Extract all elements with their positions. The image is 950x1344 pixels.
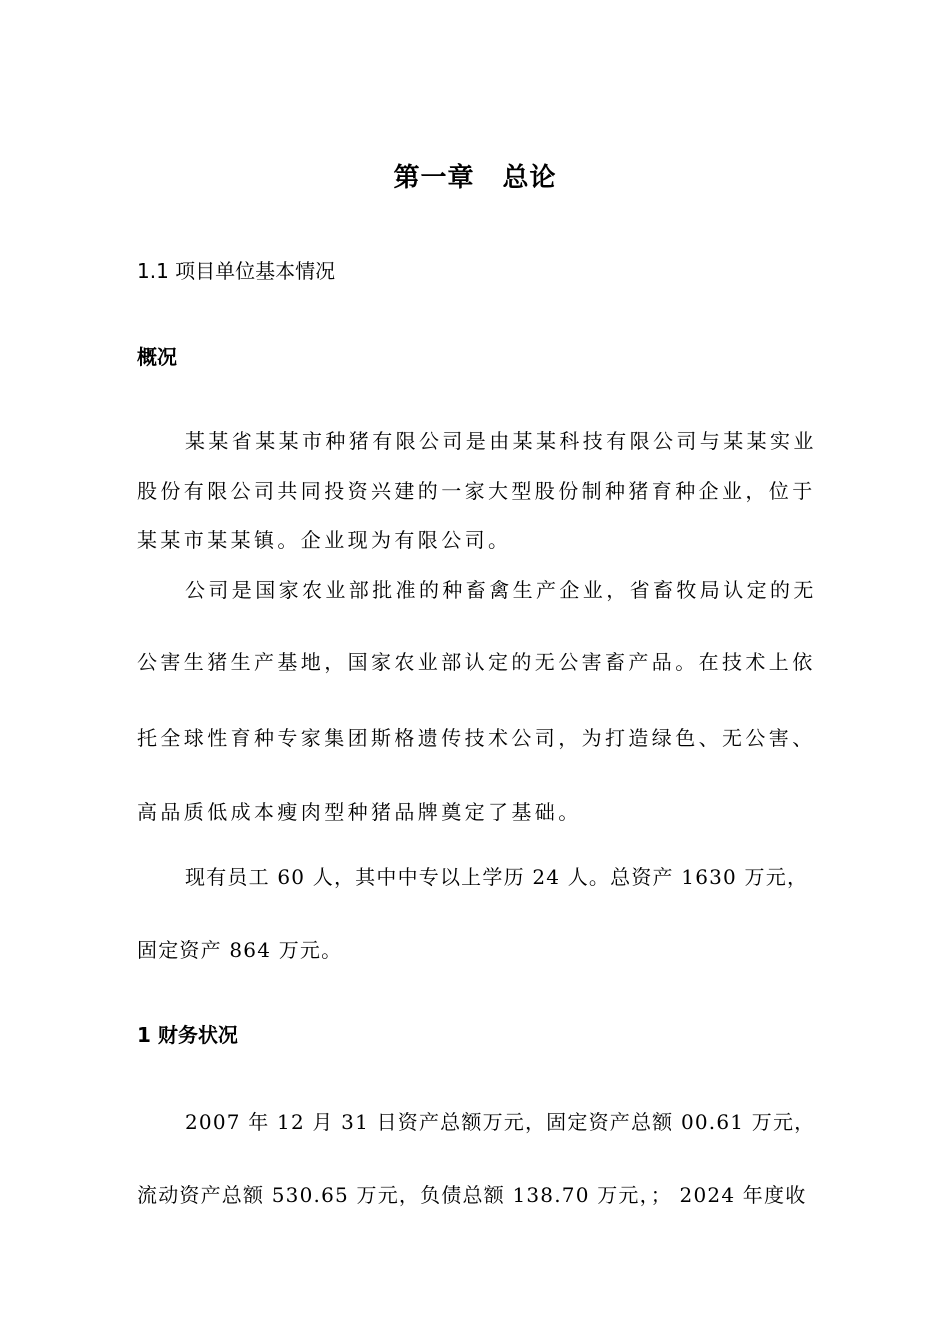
finance-heading: 1 财务状况 [137, 1023, 238, 1047]
paragraph-line: 固定资产 864 万元。 [137, 938, 343, 962]
paragraph-line: 现有员工 60 人，其中中专以上学历 24 人。总资产 1630 万元， [185, 865, 809, 889]
paragraph-line: 公害生猪生产基地，国家农业部认定的无公害畜产品。在技术上依 [137, 650, 816, 674]
paragraph-line: 某某省某某市种猪有限公司是由某某科技有限公司与某某实业 [185, 429, 817, 453]
paragraph-line: 股份有限公司共同投资兴建的一家大型股份制种猪育种企业，位于 [137, 479, 816, 503]
overview-heading: 概况 [137, 345, 177, 369]
chapter-name: 总论 [502, 163, 557, 193]
paragraph-line: 高品质低成本瘦肉型种猪品牌奠定了基础。 [137, 800, 582, 824]
chapter-label: 第一章 [393, 163, 475, 193]
paragraph-line: 流动资产总额 530.65 万元，负债总额 138.70 万元，； 2024 年度收 [137, 1183, 807, 1207]
chapter-title [0, 158, 950, 198]
paragraph-line: 公司是国家农业部批准的种畜禽生产企业，省畜牧局认定的无 [185, 578, 817, 602]
paragraph-line: 某某市某某镇。企业现为有限公司。 [137, 528, 512, 552]
paragraph-line: 托全球性育种专家集团斯格遗传技术公司，为打造绿色、无公害、 [137, 726, 816, 750]
section-heading: 1.1 项目单位基本情况 [137, 259, 336, 283]
paragraph-line: 2007 年 12 月 31 日资产总额万元，固定资产总额 00.61 万元， [185, 1110, 816, 1134]
